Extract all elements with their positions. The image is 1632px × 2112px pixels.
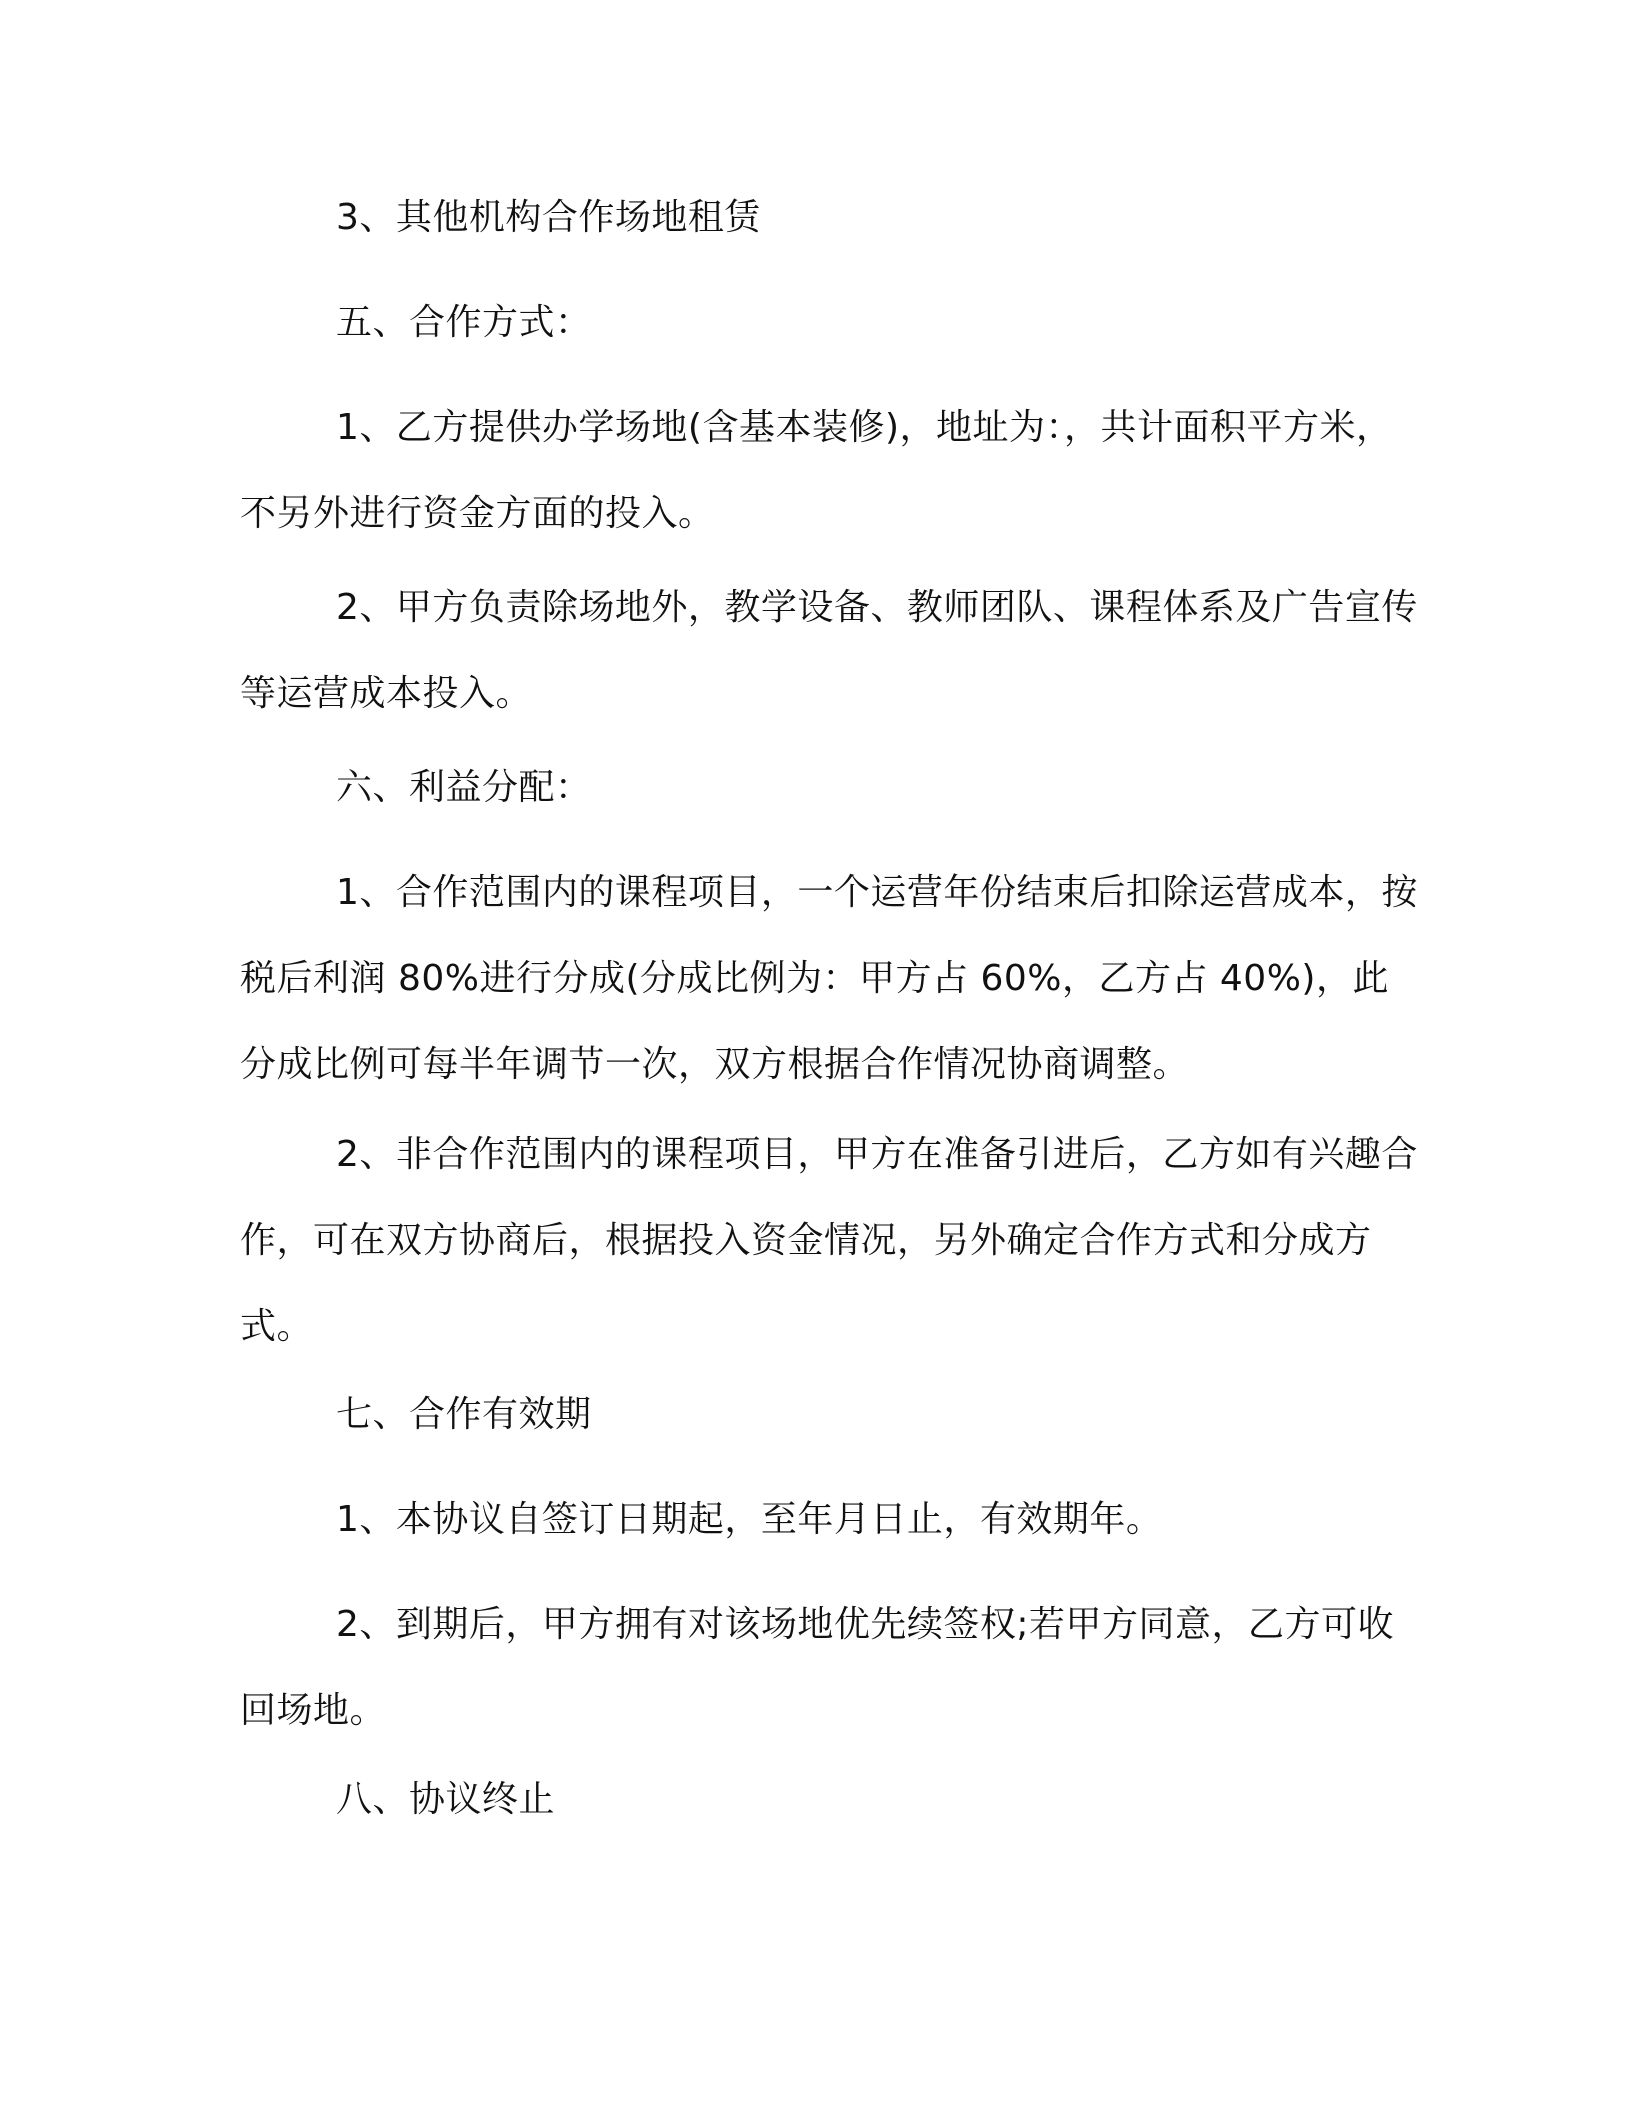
heading-profit-distribution: 六、利益分配：: [336, 767, 592, 808]
paragraph-validity-dates: 1、本协议自签订日期起，至年月日止，有效期年。: [336, 1499, 1163, 1540]
paragraph-venue-rental: 3、其他机构合作场地租赁: [336, 197, 761, 238]
heading-agreement-termination: 八、协议终止: [336, 1779, 556, 1820]
heading-validity-period: 七、合作有效期: [336, 1394, 592, 1435]
paragraph-profit-share: 1、合作范围内的课程项目，一个运营年份结束后扣除运营成本，按税后利润 80%进行分成(分成比例为：甲方占 60%，乙方占 40%)，此分成比例可每半年调节一次，双方根据合作情况协商调整。: [240, 872, 1418, 1085]
paragraph-non-cooperation-courses: 2、非合作范围内的课程项目，甲方在准备引进后，乙方如有兴趣合作，可在双方协商后，根据投入资金情况，另外确定合作方式和分成方式。: [240, 1134, 1418, 1347]
paragraph-renewal-right: 2、到期后，甲方拥有对该场地优先续签权;若甲方同意，乙方可收回场地。: [240, 1604, 1395, 1731]
heading-cooperation-method: 五、合作方式：: [336, 302, 592, 343]
paragraph-party-a-costs: 2、甲方负责除场地外，教学设备、教师团队、课程体系及广告宣传等运营成本投入。: [240, 587, 1418, 714]
paragraph-party-b-venue: 1、乙方提供办学场地(含基本装修)，地址为：，共计面积平方米，不另外进行资金方面的投入。: [240, 407, 1393, 534]
